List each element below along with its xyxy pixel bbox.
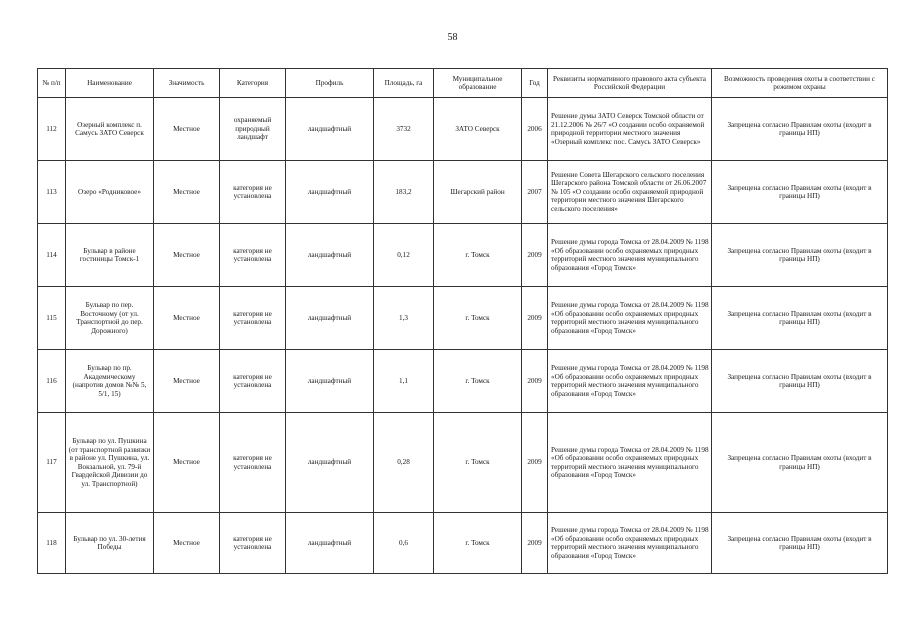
cell-category: категория не установлена — [220, 224, 286, 287]
cell-name: Озерный комплекс п. Самусь ЗАТО Северск — [66, 98, 154, 161]
cell-profile: ландшафтный — [286, 513, 374, 574]
table-row — [38, 224, 888, 287]
cell-requisites: Решение думы города Томска от 28.04.2009 № 1198 «Об образовании особо охраняемых природных территорий местного значения муниципального образования «Город Томск» — [548, 413, 712, 513]
cell-hunting: Запрещена согласно Правилам охоты (входит в границы НП) — [712, 98, 888, 161]
cell-year: 2009 — [522, 350, 548, 413]
cell-significance: Местное — [154, 98, 220, 161]
cell-significance: Местное — [154, 513, 220, 574]
cell-profile: ландшафтный — [286, 350, 374, 413]
cell-name: Озеро «Родниковое» — [66, 161, 154, 224]
cell-num: 117 — [38, 413, 66, 513]
cell-category: категория не установлена — [220, 287, 286, 350]
cell-municipality: Шегарский район — [434, 161, 522, 224]
cell-area: 3732 — [374, 98, 434, 161]
cell-year: 2009 — [522, 287, 548, 350]
table-row — [38, 513, 888, 574]
cell-hunting: Запрещена согласно Правилам охоты (входит в границы НП) — [712, 224, 888, 287]
cell-area: 0,6 — [374, 513, 434, 574]
header-name: Наименование — [66, 69, 154, 98]
cell-requisites: Решение думы города Томска от 28.04.2009 № 1198 «Об образовании особо охраняемых природных территорий местного значения муниципального образования «Город Томск» — [548, 224, 712, 287]
cell-requisites: Решение думы города Томска от 28.04.2009 № 1198 «Об образовании особо охраняемых природных территорий местного значения муниципального образования «Город Томск» — [548, 513, 712, 574]
cell-year: 2006 — [522, 98, 548, 161]
cell-num: 116 — [38, 350, 66, 413]
header-significance: Значимость — [154, 69, 220, 98]
cell-num: 112 — [38, 98, 66, 161]
cell-name: Бульвар по ул. Пушкина (от транспортной развязки в районе ул. Пушкина, ул. Вокзальной, ул. 79-й Гвардейской Дивизии до ул. Транспортной) — [66, 413, 154, 513]
cell-year: 2009 — [522, 224, 548, 287]
cell-municipality: г. Томск — [434, 287, 522, 350]
cell-requisites: Решение думы города Томска от 28.04.2009 № 1198 «Об образовании особо охраняемых природных территорий местного значения муниципального образования «Город Томск» — [548, 350, 712, 413]
cell-category: категория не установлена — [220, 513, 286, 574]
cell-significance: Местное — [154, 350, 220, 413]
header-year: Год — [522, 69, 548, 98]
cell-area: 0,28 — [374, 413, 434, 513]
protected-areas-table — [37, 68, 888, 574]
cell-municipality: г. Томск — [434, 224, 522, 287]
cell-significance: Местное — [154, 224, 220, 287]
cell-year: 2009 — [522, 413, 548, 513]
cell-num: 115 — [38, 287, 66, 350]
cell-hunting: Запрещена согласно Правилам охоты (входит в границы НП) — [712, 350, 888, 413]
table-row — [38, 98, 888, 161]
header-hunting: Возможность проведения охоты в соответствии с режимом охраны — [712, 69, 888, 98]
cell-hunting: Запрещена согласно Правилам охоты (входит в границы НП) — [712, 513, 888, 574]
cell-profile: ландшафтный — [286, 224, 374, 287]
cell-profile: ландшафтный — [286, 413, 374, 513]
header-area: Площадь, га — [374, 69, 434, 98]
header-num: № п/п — [38, 69, 66, 98]
cell-category: охраняемый природный ландшафт — [220, 98, 286, 161]
header-profile: Профиль — [286, 69, 374, 98]
cell-num: 118 — [38, 513, 66, 574]
cell-area: 1,1 — [374, 350, 434, 413]
header-requisites: Реквизиты нормативного правового акта субъекта Российской Федерации — [548, 69, 712, 98]
cell-municipality: г. Томск — [434, 413, 522, 513]
cell-year: 2007 — [522, 161, 548, 224]
cell-municipality: г. Томск — [434, 513, 522, 574]
cell-category: категория не установлена — [220, 413, 286, 513]
cell-category: категория не установлена — [220, 350, 286, 413]
cell-area: 1,3 — [374, 287, 434, 350]
cell-municipality: г. Томск — [434, 350, 522, 413]
cell-requisites: Решение думы города Томска от 28.04.2009 № 1198 «Об образовании особо охраняемых природных территорий местного значения муниципального образования «Город Томск» — [548, 287, 712, 350]
cell-profile: ландшафтный — [286, 287, 374, 350]
header-municipality: Муниципальное образование — [434, 69, 522, 98]
cell-profile: ландшафтный — [286, 161, 374, 224]
cell-name: Бульвар по ул. 30-летия Победы — [66, 513, 154, 574]
table-row — [38, 161, 888, 224]
cell-name: Бульвар в районе гостиницы Томск-1 — [66, 224, 154, 287]
table-row — [38, 287, 888, 350]
cell-municipality: ЗАТО Северск — [434, 98, 522, 161]
cell-hunting: Запрещена согласно Правилам охоты (входит в границы НП) — [712, 287, 888, 350]
header-category: Категория — [220, 69, 286, 98]
cell-significance: Местное — [154, 413, 220, 513]
cell-year: 2009 — [522, 513, 548, 574]
cell-num: 113 — [38, 161, 66, 224]
cell-requisites: Решение Совета Шегарского сельского поселения Шегарского района Томской области от 26.06.2007 № 105 «О создании особо охраняемой природной территории местного значения Шегарского сельского поселения» — [548, 161, 712, 224]
cell-hunting: Запрещена согласно Правилам охоты (входит в границы НП) — [712, 161, 888, 224]
cell-significance: Местное — [154, 287, 220, 350]
cell-category: категория не установлена — [220, 161, 286, 224]
cell-profile: ландшафтный — [286, 98, 374, 161]
cell-significance: Местное — [154, 161, 220, 224]
cell-area: 183,2 — [374, 161, 434, 224]
table-row — [38, 413, 888, 513]
cell-area: 0,12 — [374, 224, 434, 287]
cell-name: Бульвар по пер. Восточному (от ул. Транспортной до пер. Дорожного) — [66, 287, 154, 350]
table-row — [38, 350, 888, 413]
cell-hunting: Запрещена согласно Правилам охоты (входит в границы НП) — [712, 413, 888, 513]
cell-name: Бульвар по пр. Академическому (напротив домов №№ 5, 5/1, 15) — [66, 350, 154, 413]
table-header-row — [38, 69, 888, 98]
page-number: 58 — [447, 32, 458, 43]
cell-num: 114 — [38, 224, 66, 287]
cell-requisites: Решение думы ЗАТО Северск Томской области от 21.12.2006 № 26/7 «О создании особо охраняемой природной территории местного значения «Озерный комплекс пос. Самусь ЗАТО Северск» — [548, 98, 712, 161]
